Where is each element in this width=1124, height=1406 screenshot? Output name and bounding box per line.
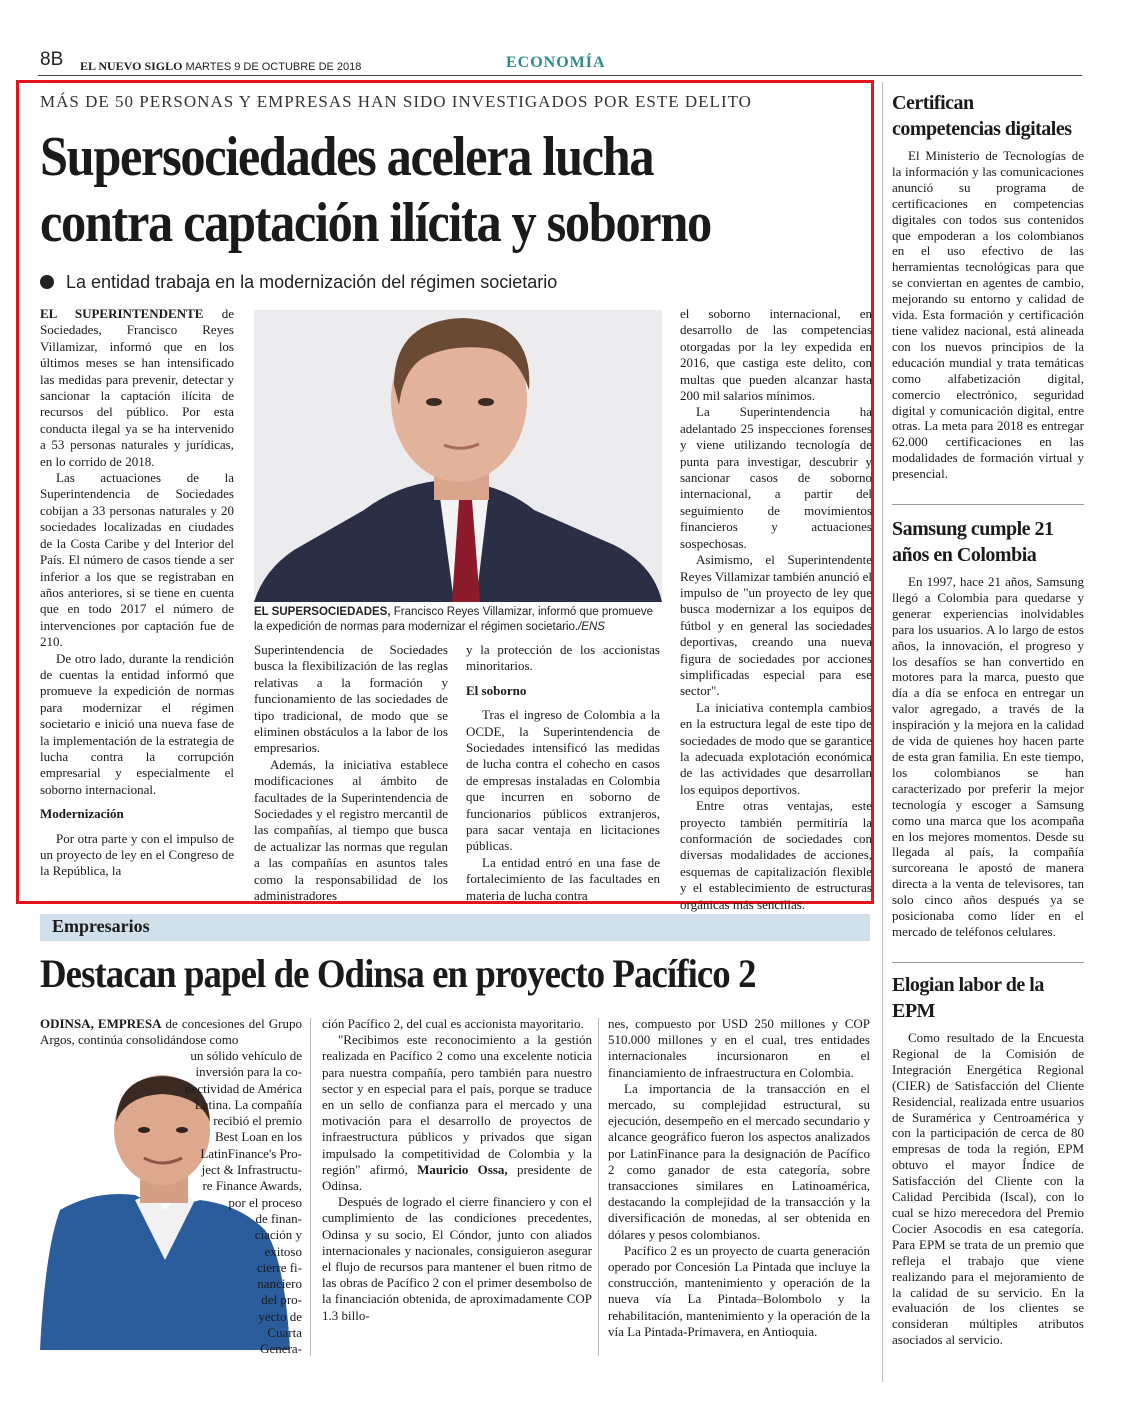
main-col1-p4: Por otra parte y con el impulso de un proyecto de ley en el Congreso de la República, la (40, 830, 234, 879)
second-col3-p3: Pacífico 2 es un proyecto de cuarta generación operado por Concesión La Pintada que incluye la construcción, mantenimiento y operación de la nueva vía La Pintada–Bolombolo y la rehabilitación, mantenimiento y la operación de la vía La Pintada-Primavera, en Antioquia. (608, 1242, 870, 1339)
wrap-line: yecto de (258, 1308, 302, 1324)
wrap-line: un sólido vehículo de (190, 1048, 302, 1063)
section-label: ECONOMÍA (506, 54, 606, 71)
second-col2-p2a: "Recibimos este reconocimiento a la gestión realizada en Pacífico 2 como una excelente noticia para nuestra compañía, pero también para nuestro sector y en especial para el país, porque se traduce en un sello de confianza para el mercado y una motivación para el desarrollo de proyectos de infraestructura públicos y privados que sigan impulsado la competitividad de Colombia y la región" afirmó, (322, 1032, 592, 1177)
main-subhead (40, 272, 557, 293)
main-headline: Supersociedades acelera lucha contra captación ilícita y soborno (40, 126, 711, 254)
second-col1-p1 (40, 1016, 302, 1048)
sidebar-item-samsung (892, 516, 1084, 940)
main-col4-p5: Entre otras ventajas, este proyecto también permitiría la conformación de sociedades con diversas modalidades de acciones, esquemas de capitalización flexible y el establecimiento de estructuras orgánicas más sencillas. (680, 798, 872, 912)
second-col2-p3: Después de logrado el cierre financiero y con el cumplimiento de las condiciones precedentes, Odinsa y su socio, El Cóndor, junto con aliados internacionales y nacionales, consiguieron asegurar el flujo de recursos para mantener el buen ritmo de las obras de Pacífico 2 con el primer desembolso de la financiación obtenida, de aproximadamente COP 1.3 billo- (322, 1194, 592, 1323)
wrap-line: ciación y (254, 1227, 302, 1243)
issue-date: MARTES 9 DE OCTUBRE DE 2018 (185, 61, 362, 73)
section-band (40, 914, 870, 941)
main-subhead-text: La entidad trabaja en la modernización del régimen societario (66, 272, 558, 292)
second-col1-wrap (150, 1048, 302, 1358)
sidebar-rule (892, 504, 1084, 505)
wrap-line: ject & Infrastructu- (201, 1162, 302, 1178)
photo1-caption-lead: EL SUPERSOCIEDADES, (254, 606, 391, 618)
sidebar-title: Certifican competencias digitales (892, 92, 1072, 140)
main-col4-p2: La Superintendencia ha adelantado 25 inspecciones forenses y viene utilizando tecnología de punta para investigar, descubrir y sancionar casos de soborno internacional, a partir del seguimiento de movimientos financieros y actuaciones sospechosas. (680, 404, 872, 551)
wrap-line: nanciero (257, 1276, 302, 1292)
subtitle-modernizacion: Modernización (40, 806, 124, 822)
sidebar-body-text: En 1997, hace 21 años, Samsung llegó a Colombia para quedarse y generar experiencias inolvidables para los usuarios. A lo largo de estos años, la innovación, el progreso y los desafíos se han convertido en motores para la marca, puesto que día a día se enfoca en entregar un valor agregado, a través de la inspiración y la mejora en la calidad de vida de quienes hoy hacen parte de esta gran familia. En este tiempo, los colombianos se han caracterizado por preferir la mejor tecnología y escoger a Samsung como una marca que los acompaña en los mejores momentos. Desde su llegada al país, la compañía surcoreana le apostó de manera directa a la venta de televisores, tan solo cinco años después ya se posicionaba como líder en el mercado de teléfonos celulares. (892, 574, 1084, 939)
wrap-line: LatinFinance's Pro- (200, 1145, 302, 1161)
column-divider (310, 1018, 311, 1356)
wrap-line: Latina. La compañía (194, 1096, 302, 1112)
second-col2-name: Mauricio Ossa, (417, 1161, 508, 1177)
main-col1-p3: De otro lado, durante la rendición de cuentas la entidad informó que promueve la expedición de normas para modernizar el régimen societario e inició una nueva fase de la implementación de la estrategia de lucha contra la corrupción empresarial y especialmente el soborno internacional. (40, 650, 234, 797)
wrap-line: del pro- (261, 1292, 302, 1308)
wrap-line: nectividad de América (185, 1080, 302, 1096)
section-band-label: Empresarios (52, 916, 150, 936)
second-col3-p1: nes, compuesto por USD 250 millones y COP 510.000 millones y en el cual, tres entidades internacionales incursionaron en el financiamiento de infraestructura en Colombia. (608, 1016, 870, 1080)
main-col3-p3: La entidad entró en una fase de fortalecimiento de las facultades en materia de lucha contra (466, 854, 660, 903)
paper-info (80, 59, 361, 74)
wrap-line: exitoso (264, 1243, 302, 1259)
main-col-1 (40, 306, 234, 880)
wrap-line: Cuarta (267, 1325, 302, 1341)
photo1-caption-text: Francisco Reyes Villamizar, informó que promueve la expedición de normas para modernizar el régimen societario. (254, 606, 654, 633)
sidebar-body-text: Como resultado de la Encuesta Regional de la Comisión de Integración Energética Regional (CIER) de Satisfacción del Cliente Residencial, realizada entre usuarios de Suramérica y Centroamérica y con la participación de cerca de 80 empresas de toda la región, EPM obtuvo el mayor Índice de Satisfacción del Cliente con la Calidad Percibida (Iscal), con lo cual se hizo merecedora del Premio Cocier Asocodis en esa categoría. Para EPM se trata de un premio que refleja el trabajo que viene realizando para el mejoramiento de la calidad de su servicio. En la evaluación de los clientes se consideran múltiples atributos asociados al servicio. (892, 1030, 1084, 1348)
sidebar-body (892, 148, 1084, 482)
sidebar-rule (892, 962, 1084, 963)
sidebar-item-certifican (892, 90, 1084, 482)
bullet-icon (40, 275, 54, 289)
second-col2-p2 (322, 1032, 592, 1194)
photo1-caption (254, 605, 664, 635)
sidebar-item-epm (892, 972, 1084, 1348)
main-col1-p1 (40, 306, 234, 470)
second-lead-caps: ODINSA, EMPRESA (40, 1016, 162, 1031)
sidebar-body (892, 574, 1084, 940)
second-col2-p1: ción Pacífico 2, del cual es accionista mayoritario. (322, 1016, 584, 1031)
wrap-line: Genera- (260, 1341, 302, 1357)
second-col-3 (608, 1016, 870, 1340)
main-col3-p2: Tras el ingreso de Colombia a la OCDE, la Superintendencia de Sociedades intensificó las medidas de lucha contra el cohecho en casos de empresas instaladas en Colombia que incurren en soborno de funcionarios públicos extranjeros, para sacar ventaja en licitaciones públicas. (466, 707, 660, 854)
second-col1-p1-text: de concesiones del Grupo Argos, continúa consolidándose como (40, 1016, 302, 1048)
page-number: 8B (40, 49, 64, 70)
main-col1-p2: Las actuaciones de la Superintendencia de Sociedades cobijan a 33 personas naturales y 20 sociedades localizadas en ciudades de la Costa Caribe y del Interior del País. El número de casos tiende a ser inferior a los que se registraban en años anteriores, si se tiene en cuenta que en todo 2017 el número de intervenciones por captación fue de 210. (40, 470, 234, 650)
wrap-line: de finan- (255, 1210, 302, 1226)
sidebar-divider (882, 82, 883, 1382)
sidebar-title: Samsung cumple 21 años en Colombia (892, 518, 1054, 566)
sidebar-body (892, 1030, 1084, 1348)
main-col4-p3: Asimismo, el Superintendente Reyes Villamizar también anunció el impulso de "un proyecto de ley que busca modernizar a los equipos de fútbol y en general las sociedades deportivas, creando una nueva figura de sociedades por acciones simplificadas especial para ese sector". (680, 552, 872, 699)
wrap-line: Best Loan en los (214, 1129, 302, 1145)
wrap-line: re Finance Awards, (202, 1178, 302, 1194)
main-col-4 (680, 306, 872, 913)
main-col2-p2: Además, la iniciativa establece modificaciones al ámbito de facultades de la Superintendencia de Sociedades y el registro mercantil de las compañías, al tiempo que busca de actualizar las normas que regulan a las compañías en asuntos tales como la responsabilidad de los administradores (254, 756, 448, 904)
subtitle-soborno: El soborno (466, 682, 527, 698)
lead-caps: EL SUPERINTENDENTE (40, 306, 204, 321)
second-col1-wrap-lines (150, 1048, 302, 1358)
main-col-2 (254, 642, 448, 905)
photo1-credit: /ENS (578, 621, 605, 633)
sidebar-body-text: El Ministerio de Tecnologías de la información y las comunicaciones anunció su programa de certificaciones en competencias digitales con todos sus contenidos que empoderan a los colombianos en el uso efectivo de las herramientas tecnológicas para que se conviertan en agentes de cambio, mejorando su entorno y calidad de vida. Esta formación y certificación tiene validez nacional, está alineada con los nuevos principios de la educación mundial y trata temáticas como alfabetización digital, comercio electrónico, seguridad digital y comunicación digital, entre otras. La meta para 2018 es entregar 62.000 certificaciones en las modalidades de formación virtual y presencial. (892, 148, 1084, 482)
second-col-1 (40, 1016, 302, 1048)
main-kicker: MÁS DE 50 PERSONAS Y EMPRESAS HAN SIDO INVESTIGADOS POR ESTE DELITO (40, 92, 752, 111)
main-col1-p1-text: de Sociedades, Francisco Reyes Villamizar, informó que en los últimos meses se han intensificado las medidas para prevenir, detectar y sancionar la captación ilícita de recursos del público. Por esta conducta ilegal ya se ha intervenido a 53 personas naturales y jurídicas, en lo corrido de 2018. (40, 306, 234, 469)
superintendent-photo (254, 310, 662, 602)
paper-name: EL NUEVO SIGLO (80, 59, 183, 73)
main-col4-p1: el soborno internacional, en desarrollo de las competencias otorgadas por la ley expedida en 2016, que castiga este delito, con multas que pueden alcanzar hasta 200 mil salarios mínimos. (680, 306, 872, 404)
superintendent-portrait (254, 310, 662, 602)
second-col3-p2: La importancia de la transacción en el mercado, su complejidad estructural, su ejecución, desempeño en el mercado secundario y alcance geográfico fueron los aspectos analizados por LatinFinance para la designación de Pacífico 2 como ganador de esta categoría, sobre transacciones similares en Latinoamérica, destacando la complejidad de la transacción y la diversificación de monedas, al ser obtenida en dólares y pesos colombianos. (608, 1080, 870, 1242)
wrap-line: inversión para la co- (195, 1064, 302, 1080)
main-col3-p1: y la protección de los accionistas minoritarios. (466, 642, 660, 674)
column-divider (598, 1018, 599, 1356)
main-col-3 (466, 642, 660, 904)
header-rule (38, 75, 1082, 76)
wrap-line: recibió el premio (213, 1113, 302, 1129)
sidebar-title: Elogian labor de la EPM (892, 974, 1044, 1022)
wrap-line: por el proceso (228, 1194, 302, 1210)
second-col-2 (322, 1016, 592, 1324)
main-col4-p4: La iniciativa contempla cambios en la estructura legal de este tipo de sociedades de modo que se garantice la adecuada explotación económica de las actividades que desarrollan los equipos deportivos. (680, 699, 872, 797)
second-headline: Destacan papel de Odinsa en proyecto Pacífico 2 (40, 951, 756, 996)
wrap-line: cierre fi- (256, 1259, 302, 1275)
main-col2-p1: Superintendencia de Sociedades busca la flexibilización de las reglas relativas a la formación y funcionamiento de las sociedades de tipo tradicional, de modo que se eliminen obstáculos a la labor de los empresarios. (254, 642, 448, 756)
second-col2-p2b: presidente de Odinsa. (322, 1161, 592, 1194)
